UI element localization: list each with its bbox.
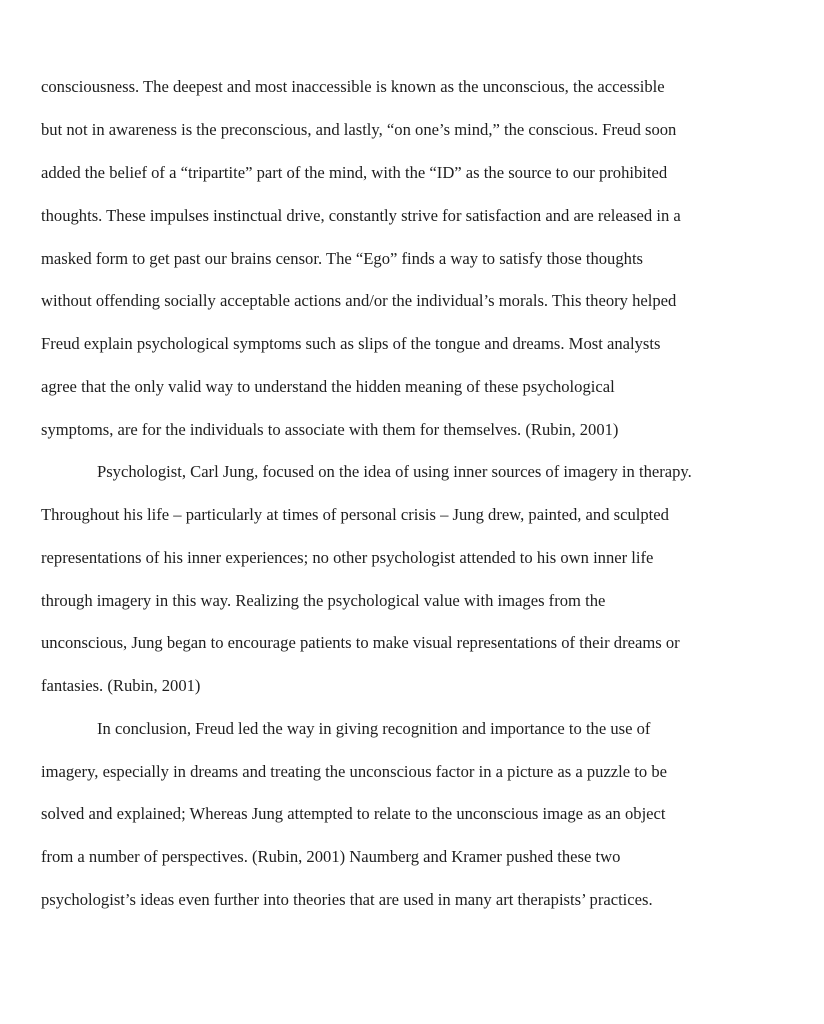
text-line: Freud explain psychological symptoms such as slips of the tongue and dreams. Most analysts xyxy=(41,334,661,353)
text-line: representations of his inner experiences; no other psychologist attended to his own inner life xyxy=(41,548,654,567)
text-line: imagery, especially in dreams and treating the unconscious factor in a picture as a puzzle to be xyxy=(41,762,668,781)
text-line: masked form to get past our brains censor. The “Ego” finds a way to satisfy those thoughts xyxy=(41,249,644,268)
text-line: without offending socially acceptable actions and/or the individual’s morals. This theory helped xyxy=(41,291,677,310)
text-line: Throughout his life – particularly at times of personal crisis – Jung drew, painted, and sculpted xyxy=(41,505,669,524)
text-line: unconscious, Jung began to encourage patients to make visual representations of their dreams or xyxy=(41,633,680,652)
text-line: from a number of perspectives. (Rubin, 2001) Naumberg and Kramer pushed these two xyxy=(41,847,621,866)
text-line: added the belief of a “tripartite” part of the mind, with the “ID” as the source to our prohibited xyxy=(41,163,668,182)
text-line: thoughts. These impulses instinctual drive, constantly strive for satisfaction and are released in a xyxy=(41,206,681,225)
paragraph-first-line: Psychologist, Carl Jung, focused on the idea of using inner sources of imagery in therapy. xyxy=(97,462,692,481)
text-line: psychologist’s ideas even further into theories that are used in many art therapists’ practices. xyxy=(41,890,653,909)
text-line: solved and explained; Whereas Jung attempted to relate to the unconscious image as an object xyxy=(41,804,666,823)
text-line: consciousness. The deepest and most inaccessible is known as the unconscious, the accessible xyxy=(41,77,665,96)
paragraph-first-line: In conclusion, Freud led the way in giving recognition and importance to the use of xyxy=(97,719,651,738)
text-line: symptoms, are for the individuals to associate with them for themselves. (Rubin, 2001) xyxy=(41,420,619,439)
text-line: fantasies. (Rubin, 2001) xyxy=(41,676,201,695)
text-line: through imagery in this way. Realizing the psychological value with images from the xyxy=(41,591,606,610)
text-line: agree that the only valid way to understand the hidden meaning of these psychological xyxy=(41,377,615,396)
text-line: but not in awareness is the preconscious, and lastly, “on one’s mind,” the conscious. Freud soon xyxy=(41,120,677,139)
